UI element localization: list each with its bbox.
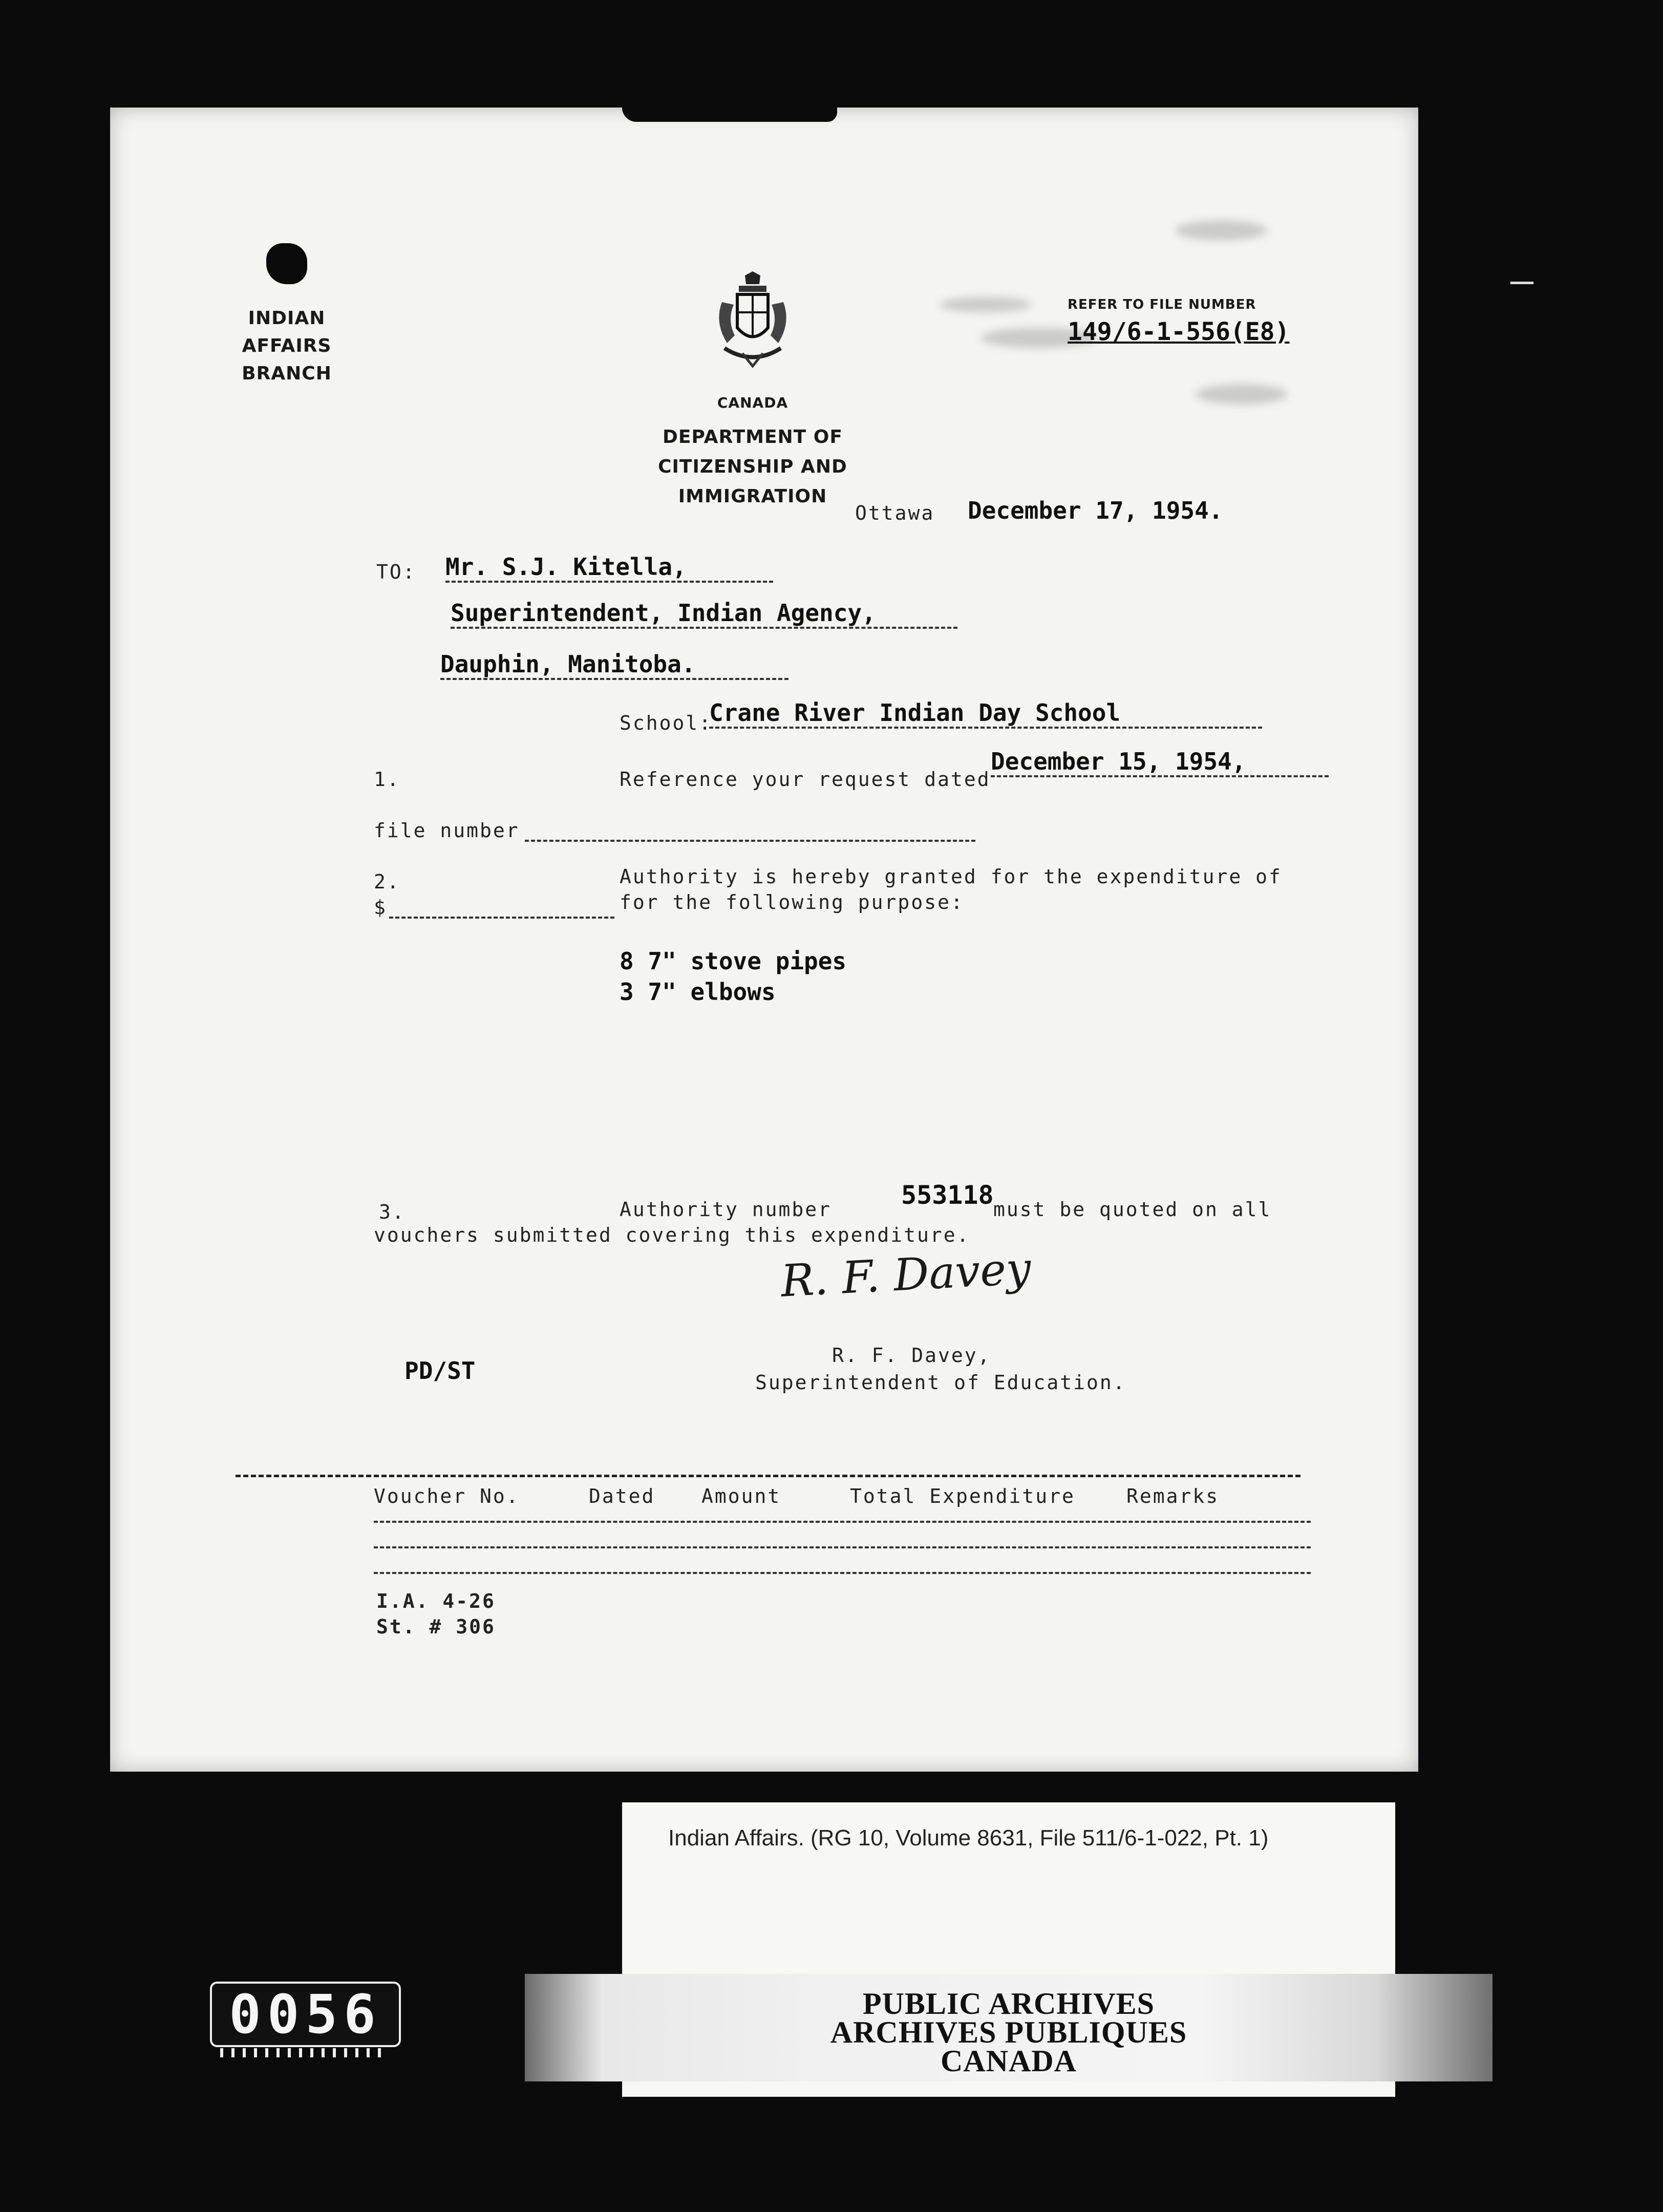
item3-before: Authority number (620, 1198, 832, 1221)
recipient-name: Mr. S.J. Kitella, (445, 553, 773, 583)
table-row (374, 1521, 1311, 1523)
archive-stamp-strip (525, 1974, 1493, 2081)
col-total-expenditure: Total Expenditure (850, 1485, 1075, 1507)
amount-blank (389, 911, 614, 919)
country-heading: CANADA (717, 394, 788, 411)
archive-reference: Indian Affairs. (RG 10, Volume 8631, File 511/6-1-022, Pt. 1) (668, 1825, 1269, 1851)
item3-number: 3. (379, 1201, 406, 1223)
signer-title: Superintendent of Education. (755, 1371, 1126, 1394)
file-number-blank (525, 835, 975, 842)
voucher-table-header (374, 1485, 1347, 1516)
table-row (374, 1572, 1311, 1574)
request-date: December 15, 1954, (991, 748, 1329, 777)
table-row (374, 1546, 1311, 1548)
table-rule (236, 1475, 1300, 1477)
purpose-item-2: 3 7" elbows (620, 978, 776, 1006)
coat-of-arms-icon (714, 271, 791, 369)
department-heading: DEPARTMENT OF CITIZENSHIP AND IMMIGRATION (658, 427, 847, 507)
col-dated: Dated (589, 1485, 655, 1507)
frame-counter-ticks (220, 2048, 389, 2057)
torn-edge (622, 108, 837, 122)
item2-text: Authority is hereby granted for the expenditure of (620, 865, 1282, 888)
archive-line-1: PUBLIC ARCHIVES (862, 1987, 1155, 2020)
smudge (1196, 384, 1288, 405)
recipient-title: Superintendent, Indian Agency, (451, 599, 957, 629)
archive-line-3: CANADA (941, 2044, 1077, 2078)
refer-label: REFER TO FILE NUMBER (1068, 297, 1256, 312)
recipient-location: Dauphin, Manitoba. (440, 650, 788, 680)
initials: PD/ST (404, 1357, 476, 1385)
letter-sheet (110, 108, 1418, 1772)
punch-hole (266, 243, 307, 284)
signer-name: R. F. Davey, (832, 1344, 991, 1367)
file-number-label: file number (374, 819, 520, 842)
branch-heading: INDIAN AFFAIRS BRANCH (242, 308, 332, 384)
frame-counter: 0056 (210, 1982, 401, 2047)
item1-label: Reference your request dated (620, 768, 991, 791)
col-remarks: Remarks (1126, 1485, 1220, 1507)
margin-mark (1510, 282, 1533, 284)
signature: R. F. Davey (779, 1243, 1032, 1307)
dollar-sign: $ (374, 896, 387, 919)
form-code-1: I.A. 4-26 (376, 1590, 496, 1612)
authority-number: 553118 (901, 1180, 994, 1210)
item1-number: 1. (374, 768, 400, 791)
item2-number: 2. (374, 870, 400, 893)
purpose-label: for the following purpose: (620, 891, 964, 913)
item3-line2: vouchers submitted covering this expenditure. (374, 1224, 970, 1246)
place-label: Ottawa (855, 502, 935, 524)
col-voucher-no: Voucher No. (374, 1485, 520, 1507)
smudge (1175, 220, 1267, 241)
form-code-2: St. # 306 (376, 1615, 496, 1638)
school-label: School: (620, 712, 713, 734)
purpose-item-1: 8 7" stove pipes (620, 947, 847, 975)
archive-line-2: ARCHIVES PUBLIQUES (830, 2015, 1187, 2049)
to-label: TO: (376, 561, 416, 583)
smudge (940, 297, 1032, 312)
item3-after: must be quoted on all (993, 1198, 1272, 1221)
school-name: Crane River Indian Day School (709, 699, 1262, 729)
col-amount: Amount (701, 1485, 781, 1507)
letter-date: December 17, 1954. (968, 497, 1223, 524)
file-number: 149/6-1-556(E8) (1068, 317, 1290, 346)
